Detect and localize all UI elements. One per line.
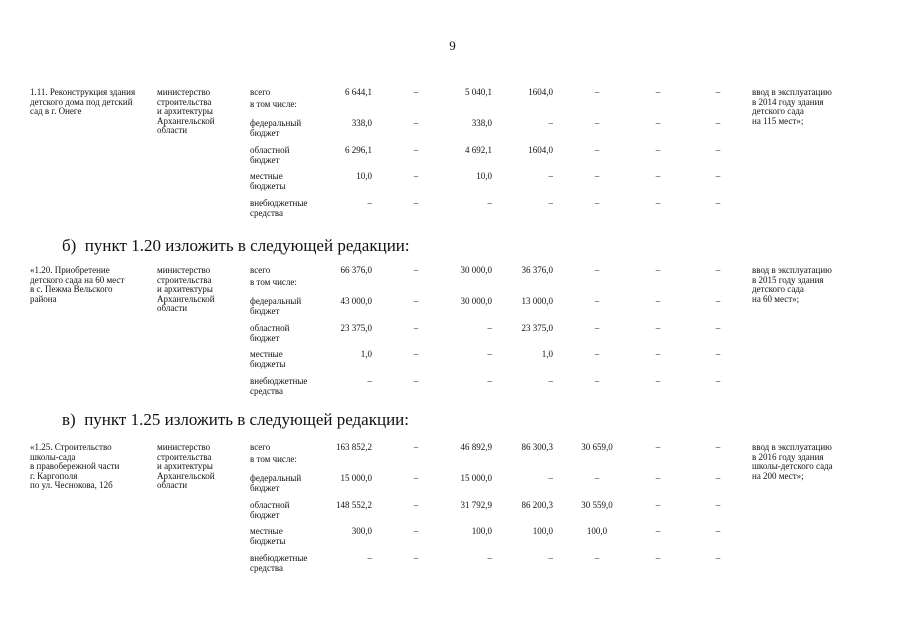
funding-value: – [487, 553, 492, 563]
funding-value: – [655, 500, 661, 510]
funding-value: – [413, 296, 419, 306]
funding-value: – [594, 87, 600, 97]
result-line: ввод в эксплуатацию [752, 442, 832, 452]
executor-line: области [157, 125, 188, 135]
funding-value: – [413, 553, 419, 563]
funding-source-label: средства [250, 385, 284, 396]
funding-value: 6 296,1 [345, 145, 372, 155]
funding-value: – [715, 473, 721, 483]
funding-value: – [367, 376, 372, 386]
executor-line: Архангельской [157, 293, 215, 304]
page-number: 9 [449, 38, 456, 53]
funding-value: – [413, 265, 419, 275]
funding-source-label: внебюджетные [250, 376, 308, 386]
funding-source-label: областной [250, 145, 290, 155]
funding-value: – [413, 323, 419, 333]
funding-value: 23 375,0 [521, 323, 553, 333]
funding-value: 100,0 [532, 526, 553, 536]
executor-line: строительства [157, 274, 212, 285]
heading-b: б) пункт 1.20 изложить в следующей редакции: [62, 236, 410, 255]
funding-value: – [367, 553, 372, 563]
funding-value: – [655, 87, 661, 97]
funding-source-label: местные [250, 526, 283, 536]
funding-value: – [715, 171, 721, 181]
funding-value: – [594, 198, 600, 208]
funding-source-label: бюджеты [250, 358, 286, 369]
executor-line: министерство [157, 442, 211, 452]
item-title-line: детского сада на 60 мест [30, 274, 125, 285]
funding-source-label: внебюджетные [250, 553, 308, 563]
item-title-line: «1.20. Приобретение [30, 265, 110, 275]
funding-value: – [655, 553, 661, 563]
funding-value: – [715, 198, 721, 208]
result-line: в 2014 году здания [752, 96, 824, 107]
funding-value: – [594, 376, 600, 386]
executor-line: области [157, 303, 188, 313]
funding-value: – [413, 145, 419, 155]
funding-value: – [594, 349, 600, 359]
result-line: в 2015 году здания [752, 274, 824, 285]
funding-value: – [413, 500, 419, 510]
funding-value: 1604,0 [528, 145, 553, 155]
funding-value: – [655, 442, 661, 452]
funding-source-label: бюджеты [250, 180, 286, 191]
funding-source-label: в том числе: [250, 454, 297, 464]
funding-value: – [715, 87, 721, 97]
result-line: детского сада [752, 106, 804, 116]
funding-value: 300,0 [351, 526, 372, 536]
funding-source-label: федеральный [250, 473, 302, 483]
funding-value: – [655, 296, 661, 306]
item-title-line: по ул. Чеснокова, 12б [30, 480, 113, 490]
funding-source-label: областной [250, 500, 290, 510]
funding-value: 100,0 [586, 526, 608, 536]
funding-source-label: местные [250, 171, 283, 181]
funding-value: – [655, 118, 661, 128]
heading-v: в) пункт 1.25 изложить в следующей редакции: [62, 410, 409, 429]
item-title-line: г. Каргополя [30, 470, 78, 481]
funding-value: 10,0 [356, 171, 372, 181]
funding-value: – [594, 118, 600, 128]
result-line: на 60 мест»; [752, 293, 800, 304]
executor-line: строительства [157, 96, 212, 107]
funding-value: – [548, 198, 553, 208]
funding-source-label: областной [250, 323, 290, 333]
funding-value: – [594, 296, 600, 306]
funding-value: 338,0 [471, 118, 492, 128]
funding-source-label: бюджет [250, 127, 280, 138]
funding-value: – [487, 198, 492, 208]
item-title-line: в с. Пежма Вельского [30, 284, 113, 294]
funding-source-label: средства [250, 207, 284, 218]
executor-line: Архангельской [157, 470, 215, 481]
funding-value: – [655, 376, 661, 386]
result-line: в 2016 году здания [752, 451, 824, 462]
funding-source-label: бюджет [250, 305, 280, 316]
result-line: детского сада [752, 284, 804, 294]
item-title-line: района [30, 293, 57, 304]
funding-value: 15 000,0 [340, 473, 372, 483]
funding-value: – [413, 87, 419, 97]
funding-value: 30 559,0 [581, 500, 613, 510]
executor-line: области [157, 480, 188, 490]
item-title-line: сад в г. Онеге [30, 106, 82, 116]
funding-value: – [715, 296, 721, 306]
funding-value: 86 200,3 [521, 500, 553, 510]
funding-source-label: всего [250, 87, 271, 97]
funding-value: 338,0 [351, 118, 372, 128]
funding-value: 46 892,9 [460, 442, 492, 452]
funding-value: – [715, 553, 721, 563]
funding-value: – [548, 376, 553, 386]
funding-value: – [715, 500, 721, 510]
funding-value: 31 792,9 [460, 500, 492, 510]
executor-line: и архитектуры [157, 284, 213, 294]
result-line: на 200 мест»; [752, 470, 804, 481]
funding-source-label: бюджеты [250, 535, 286, 546]
funding-value: 66 376,0 [340, 265, 372, 275]
result-line: на 115 мест»; [752, 115, 804, 126]
funding-value: – [548, 473, 553, 483]
funding-value: – [715, 145, 721, 155]
funding-value: 5 040,1 [465, 87, 492, 97]
funding-value: 36 376,0 [521, 265, 553, 275]
funding-value: – [367, 198, 372, 208]
executor-line: и архитектуры [157, 461, 213, 471]
funding-value: – [413, 118, 419, 128]
funding-source-label: бюджет [250, 482, 280, 493]
funding-source-label: местные [250, 349, 283, 359]
funding-value: 4 692,1 [465, 145, 492, 155]
item-title-line: школы-сада [30, 451, 76, 462]
funding-value: – [413, 171, 419, 181]
result-line: школы-детского сада [752, 461, 833, 471]
funding-value: – [594, 145, 600, 155]
funding-value: – [715, 265, 721, 275]
funding-value: – [594, 323, 600, 333]
funding-value: – [655, 323, 661, 333]
funding-value: – [413, 198, 419, 208]
funding-value: – [715, 118, 721, 128]
funding-value: – [655, 265, 661, 275]
funding-value: 15 000,0 [460, 473, 492, 483]
funding-value: – [413, 349, 419, 359]
funding-source-label: федеральный [250, 118, 302, 128]
funding-value: – [487, 349, 492, 359]
funding-value: – [655, 198, 661, 208]
funding-value: – [655, 171, 661, 181]
executor-line: министерство [157, 87, 211, 97]
executor-line: и архитектуры [157, 106, 213, 116]
funding-value: 1,0 [541, 349, 553, 359]
funding-value: – [487, 376, 492, 386]
item-title-line: детского дома под детский [30, 96, 133, 107]
funding-source-label: всего [250, 442, 271, 452]
funding-value: 1,0 [360, 349, 372, 359]
funding-source-label: в том числе: [250, 99, 297, 109]
funding-source-label: средства [250, 562, 284, 573]
funding-source-label: внебюджетные [250, 198, 308, 208]
funding-value: – [548, 171, 553, 181]
funding-value: – [715, 349, 721, 359]
funding-value: – [594, 553, 600, 563]
funding-source-label: бюджет [250, 509, 280, 520]
funding-value: 23 375,0 [340, 323, 372, 333]
funding-value: – [487, 323, 492, 333]
funding-source-label: бюджет [250, 332, 280, 343]
funding-value: – [594, 171, 600, 181]
item-title-line: «1.25. Строительство [30, 442, 112, 452]
executor-line: министерство [157, 265, 211, 275]
funding-value: – [594, 473, 600, 483]
funding-value: – [413, 473, 419, 483]
funding-value: – [715, 376, 721, 386]
funding-value: 10,0 [476, 171, 492, 181]
funding-value: – [655, 473, 661, 483]
funding-value: 100,0 [471, 526, 492, 536]
funding-value: – [715, 323, 721, 333]
funding-value: 86 300,3 [521, 442, 553, 452]
result-line: ввод в эксплуатацию [752, 265, 832, 275]
funding-value: – [413, 376, 419, 386]
funding-value: – [655, 349, 661, 359]
item-title-line: 1.11. Реконструкция здания [30, 87, 136, 97]
funding-value: 13 000,0 [521, 296, 553, 306]
funding-source-label: федеральный [250, 296, 302, 306]
funding-value: 43 000,0 [340, 296, 372, 306]
funding-value: – [715, 526, 721, 536]
funding-value: 30 000,0 [460, 265, 492, 275]
funding-value: – [413, 442, 419, 452]
funding-value: – [594, 265, 600, 275]
funding-value: – [548, 553, 553, 563]
funding-source-label: всего [250, 265, 271, 275]
funding-value: – [655, 145, 661, 155]
funding-value: – [655, 526, 661, 536]
funding-source-label: в том числе: [250, 277, 297, 287]
funding-value: 30 000,0 [460, 296, 492, 306]
funding-value: 1604,0 [528, 87, 553, 97]
funding-value: 148 552,2 [336, 500, 372, 510]
funding-source-label: бюджет [250, 154, 280, 165]
executor-line: Архангельской [157, 115, 215, 126]
funding-value: – [715, 442, 721, 452]
funding-value: 6 644,1 [345, 87, 372, 97]
funding-value: – [548, 118, 553, 128]
funding-value: 163 852,2 [336, 442, 372, 452]
item-title-line: в правобережной части [30, 461, 120, 471]
executor-line: строительства [157, 451, 212, 462]
funding-value: – [413, 526, 419, 536]
result-line: ввод в эксплуатацию [752, 87, 832, 97]
funding-value: 30 659,0 [581, 442, 613, 452]
